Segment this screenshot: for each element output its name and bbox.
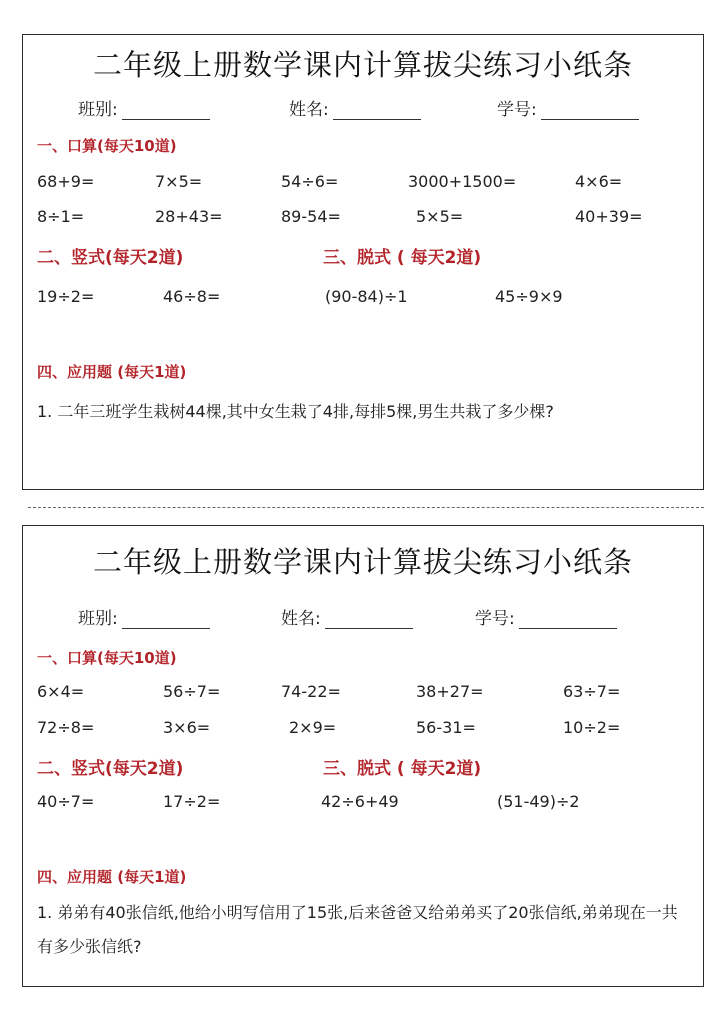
step-problem: 42÷6+49 <box>321 792 399 811</box>
word-problem: 1. 弟弟有40张信纸,他给小明写信用了15张,后来爸爸又给弟弟买了20张信纸,弟弟现在一共有多少张信纸? <box>37 903 678 956</box>
vertical-problem: 46÷8= <box>163 287 221 306</box>
id-label: 学号: <box>475 609 515 629</box>
oral-heading: 一、口算(每天10道) <box>37 649 177 667</box>
class-field <box>78 95 210 120</box>
class-label: 班别: <box>78 100 118 120</box>
oral-problem: 56÷7= <box>163 682 221 701</box>
oral-problem: 38+27= <box>416 682 484 701</box>
word-heading: 四、应用题 (每天1道) <box>37 868 187 886</box>
oral-problem: 7×5= <box>155 172 203 191</box>
step-heading: 三、脱式 ( 每天2道) <box>323 759 482 779</box>
word-problem: 1. 二年三班学生栽树44棵,其中女生栽了4排,每排5棵,男生共栽了多少棵? <box>37 402 554 421</box>
oral-problem: 63÷7= <box>563 682 621 701</box>
name-blank[interactable] <box>325 610 413 629</box>
oral-problem: 5×5= <box>416 207 464 226</box>
id-field <box>497 95 639 120</box>
step-problem: 45÷9×9 <box>495 287 563 306</box>
name-label: 姓名: <box>289 100 329 120</box>
vertical-heading: 二、竖式(每天2道) <box>37 759 184 779</box>
id-field <box>475 604 617 629</box>
practice-sheet-1 <box>22 34 704 490</box>
oral-problem: 10÷2= <box>563 718 621 737</box>
vertical-problem: 40÷7= <box>37 792 95 811</box>
oral-problem: 68+9= <box>37 172 95 191</box>
name-field <box>289 95 421 120</box>
class-blank[interactable] <box>122 101 210 120</box>
vertical-problem: 19÷2= <box>37 287 95 306</box>
oral-problem: 2×9= <box>289 718 337 737</box>
name-field <box>281 604 413 629</box>
id-blank[interactable] <box>541 101 639 120</box>
sheet-title: 二年级上册数学课内计算拔尖练习小纸条 <box>92 545 633 579</box>
oral-problem: 89-54= <box>281 207 341 226</box>
oral-problem: 6×4= <box>37 682 85 701</box>
vertical-heading: 二、竖式(每天2道) <box>37 248 184 268</box>
id-label: 学号: <box>497 100 537 120</box>
step-heading: 三、脱式 ( 每天2道) <box>323 248 482 268</box>
class-blank[interactable] <box>122 610 210 629</box>
vertical-problem: 17÷2= <box>163 792 221 811</box>
class-field <box>78 604 210 629</box>
oral-problem: 40+39= <box>575 207 643 226</box>
step-problem: (90-84)÷1 <box>325 287 408 306</box>
class-label: 班别: <box>78 609 118 629</box>
oral-problem: 3×6= <box>163 718 211 737</box>
step-problem: (51-49)÷2 <box>497 792 580 811</box>
oral-problem: 3000+1500= <box>408 172 517 191</box>
oral-problem: 28+43= <box>155 207 223 226</box>
oral-problem: 56-31= <box>416 718 476 737</box>
oral-problem: 74-22= <box>281 682 341 701</box>
name-label: 姓名: <box>281 609 321 629</box>
cut-line <box>28 507 704 508</box>
id-blank[interactable] <box>519 610 617 629</box>
name-blank[interactable] <box>333 101 421 120</box>
word-heading: 四、应用题 (每天1道) <box>37 363 187 381</box>
practice-sheet-2 <box>22 525 704 987</box>
oral-heading: 一、口算(每天10道) <box>37 137 177 155</box>
oral-problem: 72÷8= <box>37 718 95 737</box>
oral-problem: 54÷6= <box>281 172 339 191</box>
sheet-title: 二年级上册数学课内计算拔尖练习小纸条 <box>92 48 633 82</box>
oral-problem: 8÷1= <box>37 207 85 226</box>
oral-problem: 4×6= <box>575 172 623 191</box>
